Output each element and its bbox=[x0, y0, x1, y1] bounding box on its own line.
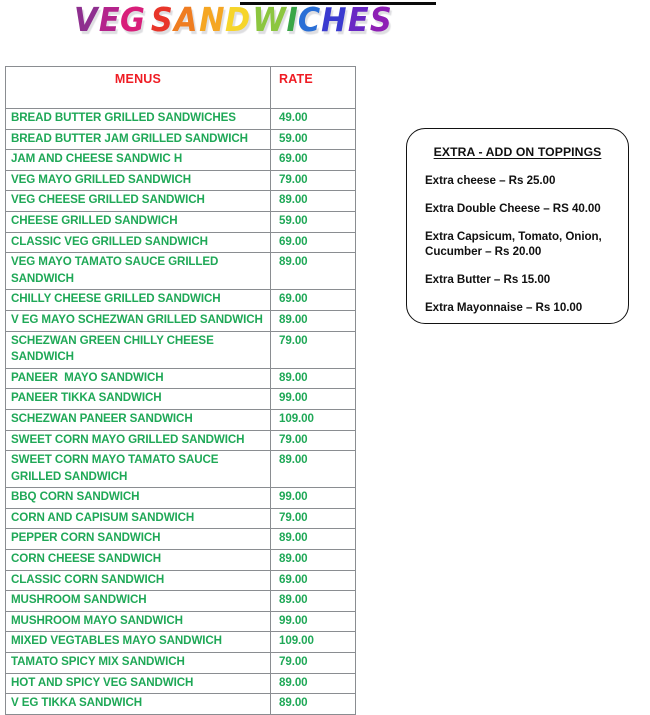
menu-item-name: BBQ CORN SANDWICH bbox=[6, 488, 271, 509]
table-row bbox=[6, 290, 356, 311]
menu-item-rate: 89.00 bbox=[271, 694, 356, 715]
menu-item-name: V EG TIKKA SANDWICH bbox=[6, 694, 271, 715]
menu-item-name: CLASSIC VEG GRILLED SANDWICH bbox=[6, 232, 271, 253]
menu-item-rate: 79.00 bbox=[271, 331, 356, 368]
menu-item-rate: 89.00 bbox=[271, 191, 356, 212]
menu-item-rate: 79.00 bbox=[271, 170, 356, 191]
menu-item-name: CHEESE GRILLED SANDWICH bbox=[6, 211, 271, 232]
topping-item: Extra cheese – Rs 25.00 bbox=[425, 174, 556, 187]
menu-item-name: SWEET CORN MAYO GRILLED SANDWICH bbox=[6, 430, 271, 451]
table-row bbox=[6, 550, 356, 571]
table-row bbox=[6, 591, 356, 612]
table-row bbox=[6, 653, 356, 674]
title-letter-7: D bbox=[225, 0, 250, 39]
title-letter-12: E bbox=[347, 0, 368, 39]
menu-item-rate: 99.00 bbox=[271, 611, 356, 632]
menu-item-name: SCHEZWAN GREEN CHILLY CHEESE SANDWICH bbox=[6, 331, 271, 368]
topping-item: Extra Capsicum, Tomato, Onion, Cucumber – Rs 20.00 bbox=[425, 230, 602, 258]
menu-item-name: CHILLY CHEESE GRILLED SANDWICH bbox=[6, 290, 271, 311]
title-letter-1: E bbox=[98, 0, 119, 39]
column-header-menus: MENUS bbox=[6, 67, 271, 109]
title-letter-4: S bbox=[151, 0, 173, 39]
table-row bbox=[6, 430, 356, 451]
topping-item: Extra Mayonnaise – Rs 10.00 bbox=[425, 301, 583, 314]
extra-toppings-box bbox=[406, 128, 629, 324]
menu-item-rate: 89.00 bbox=[271, 451, 356, 488]
table-row bbox=[6, 409, 356, 430]
menu-item-rate: 59.00 bbox=[271, 129, 356, 150]
table-row bbox=[6, 310, 356, 331]
menu-item-name: VEG CHEESE GRILLED SANDWICH bbox=[6, 191, 271, 212]
page-title bbox=[73, 2, 391, 42]
title-letter-11: H bbox=[321, 0, 347, 39]
menu-item-name: VEG MAYO TAMATO SAUCE GRILLED SANDWICH bbox=[6, 253, 271, 290]
menu-item-rate: 89.00 bbox=[271, 529, 356, 550]
menu-item-rate: 79.00 bbox=[271, 430, 356, 451]
topping-item: Extra Butter – Rs 15.00 bbox=[425, 273, 551, 286]
table-row bbox=[6, 694, 356, 715]
table-row bbox=[6, 211, 356, 232]
menu-item-name: VEG MAYO GRILLED SANDWICH bbox=[6, 170, 271, 191]
menu-item-rate: 109.00 bbox=[271, 632, 356, 653]
menu-item-rate: 109.00 bbox=[271, 409, 356, 430]
menu-item-name: PEPPER CORN SANDWICH bbox=[6, 529, 271, 550]
menu-item-name: PANEER TIKKA SANDWICH bbox=[6, 389, 271, 410]
table-row bbox=[6, 232, 356, 253]
menu-item-rate: 79.00 bbox=[271, 653, 356, 674]
topping-item: Extra Double Cheese – RS 40.00 bbox=[425, 202, 601, 215]
menu-table-header bbox=[6, 67, 356, 109]
title-letter-9: I bbox=[286, 0, 297, 39]
toppings-title: EXTRA - ADD ON TOPPINGS bbox=[433, 145, 602, 159]
menu-item-name: BREAD BUTTER GRILLED SANDWICHES bbox=[6, 109, 271, 130]
title-letter-10: C bbox=[298, 0, 320, 39]
toppings-list bbox=[407, 173, 628, 315]
menu-item-name: V EG MAYO SCHEZWAN GRILLED SANDWICH bbox=[6, 310, 271, 331]
table-header-row bbox=[6, 67, 356, 109]
menu-item-rate: 99.00 bbox=[271, 488, 356, 509]
menu-item-name: TAMATO SPICY MIX SANDWICH bbox=[6, 653, 271, 674]
menu-item-rate: 89.00 bbox=[271, 310, 356, 331]
table-row bbox=[6, 331, 356, 368]
menu-item-rate: 89.00 bbox=[271, 368, 356, 389]
menu-item-rate: 99.00 bbox=[271, 389, 356, 410]
title-letter-2: G bbox=[120, 0, 145, 39]
menu-item-rate: 69.00 bbox=[271, 150, 356, 171]
menu-item-rate: 69.00 bbox=[271, 290, 356, 311]
menu-item-rate: 89.00 bbox=[271, 591, 356, 612]
menu-item-rate: 89.00 bbox=[271, 253, 356, 290]
table-row bbox=[6, 389, 356, 410]
column-header-rate: RATE bbox=[271, 67, 356, 109]
table-row bbox=[6, 109, 356, 130]
table-row bbox=[6, 368, 356, 389]
table-row bbox=[6, 488, 356, 509]
menu-table-body bbox=[6, 109, 356, 715]
table-row bbox=[6, 170, 356, 191]
menu-item-rate: 69.00 bbox=[271, 570, 356, 591]
menu-item-name: PANEER MAYO SANDWICH bbox=[6, 368, 271, 389]
menu-item-rate: 89.00 bbox=[271, 550, 356, 571]
menu-item-name: MUSHROOM MAYO SANDWICH bbox=[6, 611, 271, 632]
menu-item-rate: 89.00 bbox=[271, 673, 356, 694]
table-row bbox=[6, 570, 356, 591]
menu-item-rate: 49.00 bbox=[271, 109, 356, 130]
title-letter-8: W bbox=[251, 0, 285, 39]
menu-item-name: CORN CHEESE SANDWICH bbox=[6, 550, 271, 571]
title-letter-6: N bbox=[198, 0, 224, 39]
title-letter-5: A bbox=[173, 0, 197, 39]
table-row bbox=[6, 673, 356, 694]
table-row bbox=[6, 508, 356, 529]
menu-item-name: SWEET CORN MAYO TAMATO SAUCE GRILLED SANDWICH bbox=[6, 451, 271, 488]
menu-item-rate: 59.00 bbox=[271, 211, 356, 232]
title-letter-13: S bbox=[369, 0, 391, 39]
menu-item-name: MIXED VEGTABLES MAYO SANDWICH bbox=[6, 632, 271, 653]
menu-item-rate: 69.00 bbox=[271, 232, 356, 253]
table-row bbox=[6, 451, 356, 488]
menu-item-name: MUSHROOM SANDWICH bbox=[6, 591, 271, 612]
table-row bbox=[6, 191, 356, 212]
menu-item-name: HOT AND SPICY VEG SANDWICH bbox=[6, 673, 271, 694]
table-row bbox=[6, 611, 356, 632]
menu-price-table bbox=[5, 66, 356, 715]
table-row bbox=[6, 129, 356, 150]
menu-item-rate: 79.00 bbox=[271, 508, 356, 529]
menu-item-name: CORN AND CAPISUM SANDWICH bbox=[6, 508, 271, 529]
menu-item-name: JAM AND CHEESE SANDWIC H bbox=[6, 150, 271, 171]
table-row bbox=[6, 529, 356, 550]
title-letter-0: V bbox=[73, 0, 97, 39]
menu-item-name: SCHEZWAN PANEER SANDWICH bbox=[6, 409, 271, 430]
menu-item-name: CLASSIC CORN SANDWICH bbox=[6, 570, 271, 591]
table-row bbox=[6, 150, 356, 171]
table-row bbox=[6, 632, 356, 653]
table-row bbox=[6, 253, 356, 290]
menu-item-name: BREAD BUTTER JAM GRILLED SANDWICH bbox=[6, 129, 271, 150]
